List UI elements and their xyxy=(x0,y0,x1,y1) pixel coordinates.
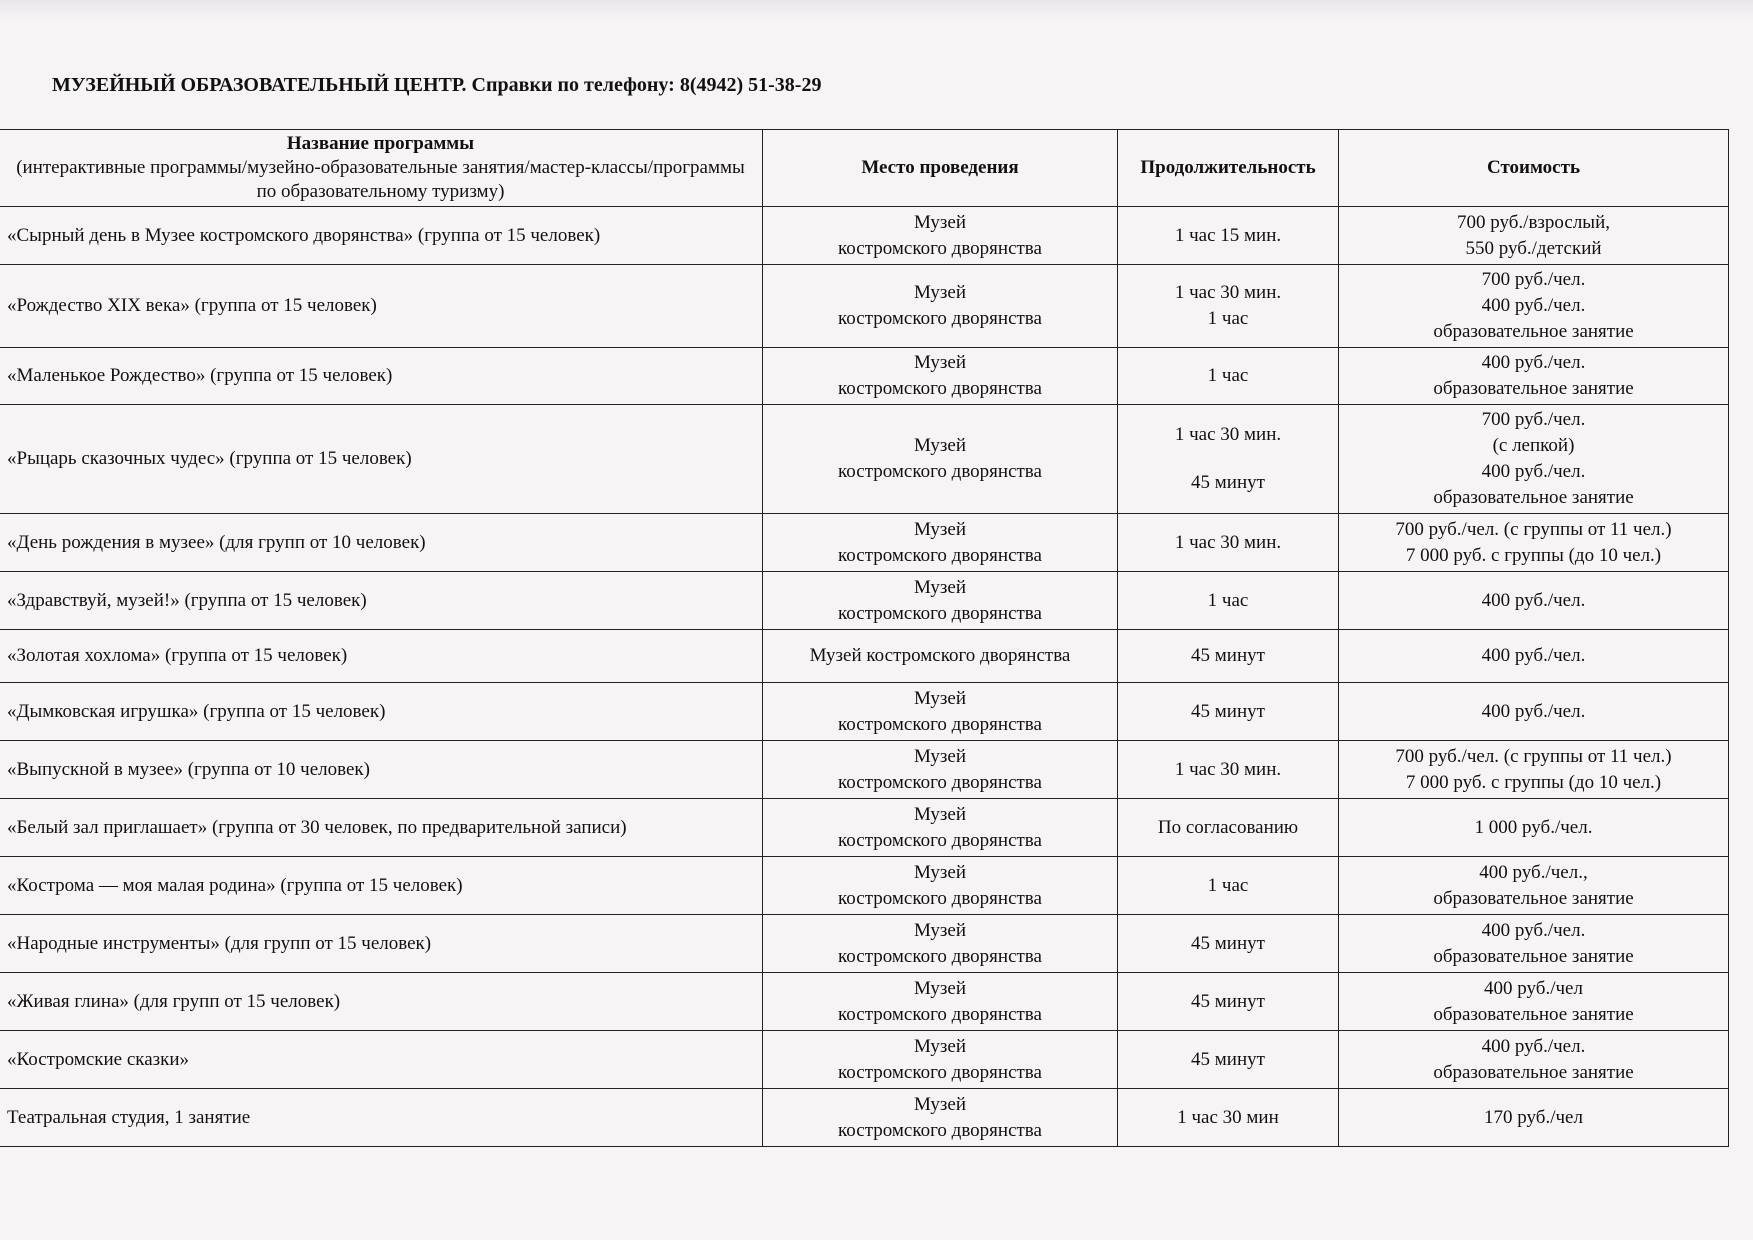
table-row xyxy=(0,683,1729,741)
programs-table xyxy=(0,129,1729,1147)
program-name: «День рождения в музее» (для групп от 10 человек) xyxy=(0,514,763,572)
table-header-row xyxy=(0,130,1729,207)
price-line: 700 руб./чел. xyxy=(1481,409,1586,430)
price-line: 1 000 руб./чел. xyxy=(1474,816,1593,838)
program-duration xyxy=(1118,683,1339,741)
program-duration xyxy=(1118,1089,1339,1147)
place-line: Музей костромского дворянства xyxy=(809,645,1071,666)
program-name: «Маленькое Рождество» (группа от 15 человек) xyxy=(0,348,763,405)
program-price xyxy=(1339,405,1729,514)
column-header-name-title: Название программы xyxy=(286,133,475,154)
scan-edge xyxy=(0,0,1753,22)
program-duration xyxy=(1118,514,1339,572)
program-place xyxy=(763,1031,1118,1089)
price-line: 400 руб./чел. xyxy=(1481,919,1586,941)
program-duration xyxy=(1118,1031,1339,1089)
table-row xyxy=(0,405,1729,514)
place-line: Музей xyxy=(913,576,967,598)
program-duration xyxy=(1118,915,1339,973)
duration-line: 1 час xyxy=(1207,365,1249,386)
place-line: Музей xyxy=(913,211,967,233)
program-name: «Здравствуй, музей!» (группа от 15 человек) xyxy=(0,572,763,630)
table-row xyxy=(0,572,1729,630)
price-line: 400 руб./чел. xyxy=(1481,1035,1586,1057)
place-line: Музей xyxy=(913,977,967,999)
duration-line: 45 минут xyxy=(1191,700,1265,722)
price-line: 700 руб./чел. (с группы от 11 чел.) xyxy=(1395,745,1672,767)
duration-line: 1 час xyxy=(1207,308,1249,329)
place-line: Музей xyxy=(913,1035,967,1057)
place-line: Музей xyxy=(913,435,967,456)
table-row xyxy=(0,265,1729,348)
page-title: МУЗЕЙНЫЙ ОБРАЗОВАТЕЛЬНЫЙ ЦЕНТР. Справки по телефону: 8(4942) 51-38-29 xyxy=(52,74,822,96)
place-line: костромского дворянства xyxy=(838,945,1042,967)
duration-line: 1 час 30 мин. xyxy=(1174,282,1282,303)
program-name: «Выпускной в музее» (группа от 10 человек) xyxy=(0,741,763,799)
program-place xyxy=(763,1089,1118,1147)
price-line: 400 руб./чел. xyxy=(1481,645,1586,666)
duration-line: 1 час 15 мин. xyxy=(1174,224,1282,246)
duration-line: 1 час 30 мин. xyxy=(1174,531,1282,553)
place-line: Музей xyxy=(913,352,967,373)
price-line: 400 руб./чел. xyxy=(1481,589,1586,611)
place-line: Музей xyxy=(913,1093,967,1115)
price-line: 700 руб./чел. xyxy=(1481,269,1586,290)
price-line: 400 руб./чел., xyxy=(1479,861,1588,883)
program-name: «Золотая хохлома» (группа от 15 человек) xyxy=(0,630,763,683)
program-price xyxy=(1339,572,1729,630)
price-line: образовательное занятие xyxy=(1433,1061,1634,1083)
column-header-duration: Продолжительность xyxy=(1118,130,1339,207)
program-place xyxy=(763,683,1118,741)
duration-line: 45 минут xyxy=(1191,990,1265,1012)
program-duration xyxy=(1118,799,1339,857)
program-name: «Дымковская игрушка» (группа от 15 человек) xyxy=(0,683,763,741)
place-line: костромского дворянства xyxy=(838,237,1042,259)
program-name: «Костромские сказки» xyxy=(0,1031,763,1089)
program-price xyxy=(1339,915,1729,973)
price-line: 7 000 руб. с группы (до 10 чел.) xyxy=(1405,771,1662,793)
place-line: Музей xyxy=(913,803,967,825)
place-line: костромского дворянства xyxy=(838,308,1042,329)
program-duration xyxy=(1118,572,1339,630)
place-line: костромского дворянства xyxy=(838,771,1042,793)
program-price xyxy=(1339,1089,1729,1147)
price-line: образовательное занятие xyxy=(1433,887,1634,909)
table-row xyxy=(0,514,1729,572)
program-name: «Живая глина» (для групп от 15 человек) xyxy=(0,973,763,1031)
program-place xyxy=(763,915,1118,973)
program-duration xyxy=(1118,857,1339,915)
price-line: 400 руб./чел xyxy=(1484,977,1583,999)
program-duration xyxy=(1118,348,1339,405)
table-row xyxy=(0,973,1729,1031)
program-price xyxy=(1339,514,1729,572)
program-price xyxy=(1339,207,1729,265)
duration-line: 45 минут xyxy=(1191,472,1265,493)
price-line: (с лепкой) xyxy=(1492,435,1575,456)
table-row xyxy=(0,630,1729,683)
program-price xyxy=(1339,265,1729,348)
program-price xyxy=(1339,857,1729,915)
duration-line: По согласованию xyxy=(1157,816,1299,838)
program-name: «Белый зал приглашает» (группа от 30 человек, по предварительной записи) xyxy=(0,799,763,857)
program-place xyxy=(763,630,1118,683)
table-row xyxy=(0,799,1729,857)
place-line: костромского дворянства xyxy=(838,1061,1042,1083)
program-name: Театральная студия, 1 занятие xyxy=(0,1089,763,1147)
program-place xyxy=(763,857,1118,915)
place-line: Музей xyxy=(913,745,967,767)
price-line: 400 руб./чел. xyxy=(1481,461,1586,482)
program-name: «Рыцарь сказочных чудес» (группа от 15 человек) xyxy=(0,405,763,514)
program-duration xyxy=(1118,741,1339,799)
price-line: 700 руб./взрослый, xyxy=(1457,211,1610,233)
program-duration xyxy=(1118,630,1339,683)
place-line: Музей xyxy=(913,861,967,883)
program-price xyxy=(1339,683,1729,741)
table-row xyxy=(0,741,1729,799)
program-name: «Сырный день в Музее костромского дворянства» (группа от 15 человек) xyxy=(0,207,763,265)
price-line: образовательное занятие xyxy=(1433,321,1634,342)
table-row xyxy=(0,857,1729,915)
program-price xyxy=(1339,741,1729,799)
program-name: «Кострома — моя малая родина» (группа от 15 человек) xyxy=(0,857,763,915)
duration-line: 1 час 30 мин. xyxy=(1174,758,1282,780)
price-line: образовательное занятие xyxy=(1433,945,1634,967)
place-line: костромского дворянства xyxy=(838,544,1042,566)
duration-line: 1 час xyxy=(1207,874,1249,896)
price-line: 400 руб./чел. xyxy=(1481,700,1586,722)
table-row xyxy=(0,915,1729,973)
price-line: 700 руб./чел. (с группы от 11 чел.) xyxy=(1395,518,1672,540)
program-price xyxy=(1339,973,1729,1031)
place-line: Музей xyxy=(913,518,967,540)
program-place xyxy=(763,514,1118,572)
duration-line: 45 минут xyxy=(1191,645,1265,666)
program-duration xyxy=(1118,973,1339,1031)
price-line: 7 000 руб. с группы (до 10 чел.) xyxy=(1405,544,1662,566)
price-line: образовательное занятие xyxy=(1433,1003,1634,1025)
table-row xyxy=(0,348,1729,405)
place-line: Музей xyxy=(913,687,967,709)
column-header-name-subtitle: (интерактивные программы/музейно-образовательные занятия/мастер-классы/программы по образовательному туризму) xyxy=(16,157,745,202)
table-row xyxy=(0,1031,1729,1089)
program-place xyxy=(763,405,1118,514)
program-place xyxy=(763,207,1118,265)
column-header-price: Стоимость xyxy=(1339,130,1729,207)
place-line: костромского дворянства xyxy=(838,602,1042,624)
price-line: 400 руб./чел. xyxy=(1481,295,1586,316)
price-line: 550 руб./детский xyxy=(1465,237,1602,259)
table-row xyxy=(0,1089,1729,1147)
duration-line: 45 минут xyxy=(1191,932,1265,954)
program-duration xyxy=(1118,207,1339,265)
place-line: костромского дворянства xyxy=(838,1119,1042,1141)
program-place xyxy=(763,799,1118,857)
program-duration xyxy=(1118,405,1339,514)
duration-line: 1 час 30 мин. xyxy=(1174,424,1282,445)
program-price xyxy=(1339,348,1729,405)
duration-line: 1 час xyxy=(1207,589,1249,611)
place-line: костромского дворянства xyxy=(838,1003,1042,1025)
place-line: костромского дворянства xyxy=(838,887,1042,909)
price-line: 170 руб./чел xyxy=(1484,1106,1583,1128)
place-line: костромского дворянства xyxy=(838,713,1042,735)
spacer xyxy=(1126,448,1330,470)
duration-line: 45 минут xyxy=(1191,1048,1265,1070)
program-price xyxy=(1339,630,1729,683)
program-name: «Рождество XIX века» (группа от 15 человек) xyxy=(0,265,763,348)
place-line: костромского дворянства xyxy=(838,829,1042,851)
program-duration xyxy=(1118,265,1339,348)
program-place xyxy=(763,265,1118,348)
program-name: «Народные инструменты» (для групп от 15 человек) xyxy=(0,915,763,973)
program-price xyxy=(1339,1031,1729,1089)
price-line: 400 руб./чел. xyxy=(1481,352,1586,373)
duration-line: 1 час 30 мин xyxy=(1177,1106,1279,1128)
table-row xyxy=(0,207,1729,265)
program-place xyxy=(763,348,1118,405)
program-place xyxy=(763,741,1118,799)
column-header-name xyxy=(0,130,763,207)
column-header-place: Место проведения xyxy=(763,130,1118,207)
place-line: костромского дворянства xyxy=(838,461,1042,482)
program-place xyxy=(763,572,1118,630)
program-price xyxy=(1339,799,1729,857)
program-place xyxy=(763,973,1118,1031)
place-line: костромского дворянства xyxy=(838,378,1042,399)
price-line: образовательное занятие xyxy=(1433,378,1634,399)
place-line: Музей xyxy=(913,919,967,941)
place-line: Музей xyxy=(913,282,967,303)
price-line: образовательное занятие xyxy=(1433,487,1634,508)
